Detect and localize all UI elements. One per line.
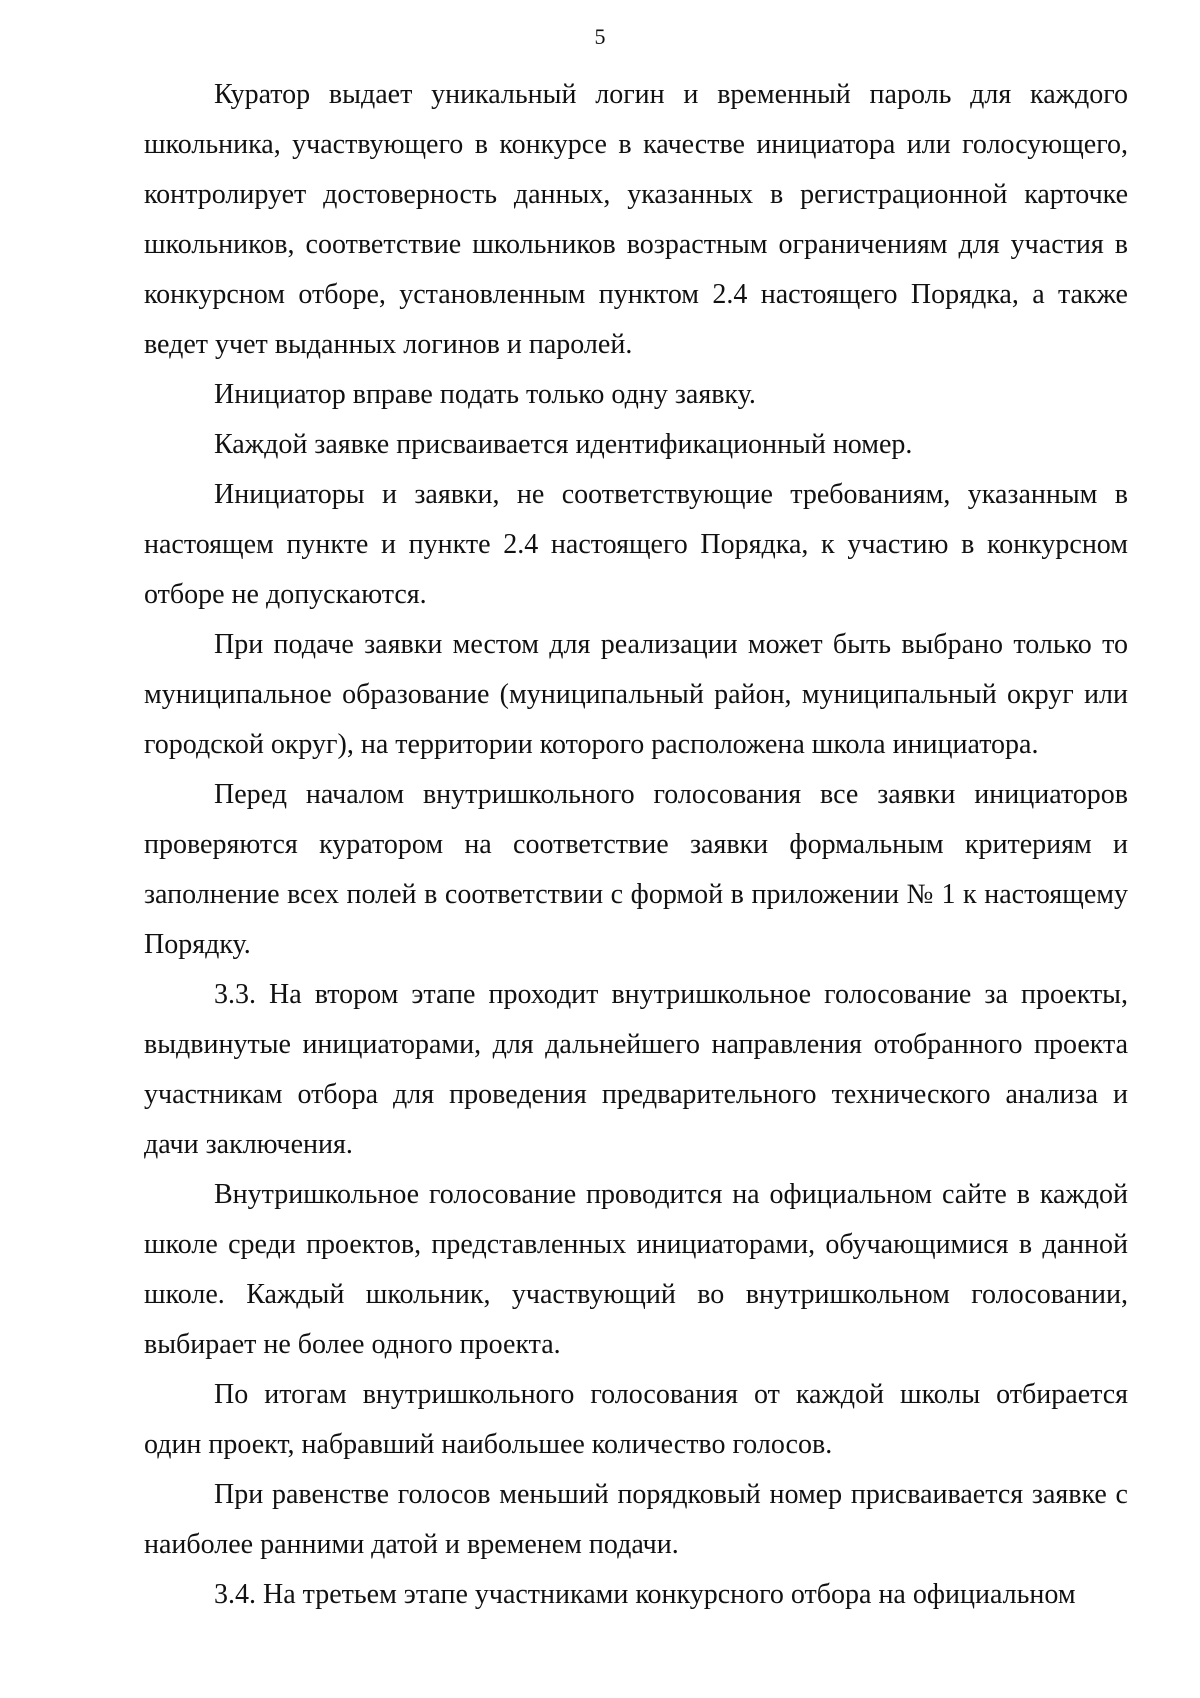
document-body bbox=[144, 70, 1128, 1620]
paragraph: Каждой заявке присваивается идентификационный номер. bbox=[214, 429, 913, 460]
paragraph: Куратор выдает уникальный логин и временный пароль для каждого школьника, участвующего в конкурсе в качестве инициатора или голосующего, контролирует достоверность данных, указанных в регистрационной карточке школьников, соответствие школьников возрастным ограничениям для участия в конкурсном отборе, установленным пунктом 2.4 настоящего Порядка, а также ведет учет выданных логинов и паролей. bbox=[144, 79, 1128, 360]
paragraph: При подаче заявки местом для реализации может быть выбрано только то муниципальное образование (муниципальный район, муниципальный округ или городской округ), на территории которого расположена школа инициатора. bbox=[144, 629, 1128, 760]
paragraph: 3.4. На третьем этапе участниками конкурсного отбора на официальном bbox=[214, 1579, 1076, 1610]
paragraph: При равенстве голосов меньший порядковый номер присваивается заявке с наиболее ранними датой и временем подачи. bbox=[144, 1479, 1128, 1560]
paragraph: По итогам внутришкольного голосования от каждой школы отбирается один проект, набравший наибольшее количество голосов. bbox=[144, 1379, 1128, 1460]
paragraph: Внутришкольное голосование проводится на официальном сайте в каждой школе среди проектов, представленных инициаторами, обучающимися в данной школе. Каждый школьник, участвующий во внутришкольном голосовании, выбирает не более одного проекта. bbox=[144, 1179, 1128, 1360]
page-number: 5 bbox=[594, 24, 606, 49]
paragraph: Инициаторы и заявки, не соответствующие требованиям, указанным в настоящем пункте и пункте 2.4 настоящего Порядка, к участию в конкурсном отборе не допускаются. bbox=[144, 479, 1128, 610]
paragraph: Инициатор вправе подать только одну заявку. bbox=[214, 379, 756, 410]
paragraph: 3.3. На втором этапе проходит внутришкольное голосование за проекты, выдвинутые инициаторами, для дальнейшего направления отобранного проекта участникам отбора для проведения предварительного технического анализа и дачи заключения. bbox=[144, 979, 1128, 1160]
paragraph: Перед началом внутришкольного голосования все заявки инициаторов проверяются куратором на соответствие заявки формальным критериям и заполнение всех полей в соответствии с формой в приложении № 1 к настоящему Порядку. bbox=[144, 779, 1128, 960]
